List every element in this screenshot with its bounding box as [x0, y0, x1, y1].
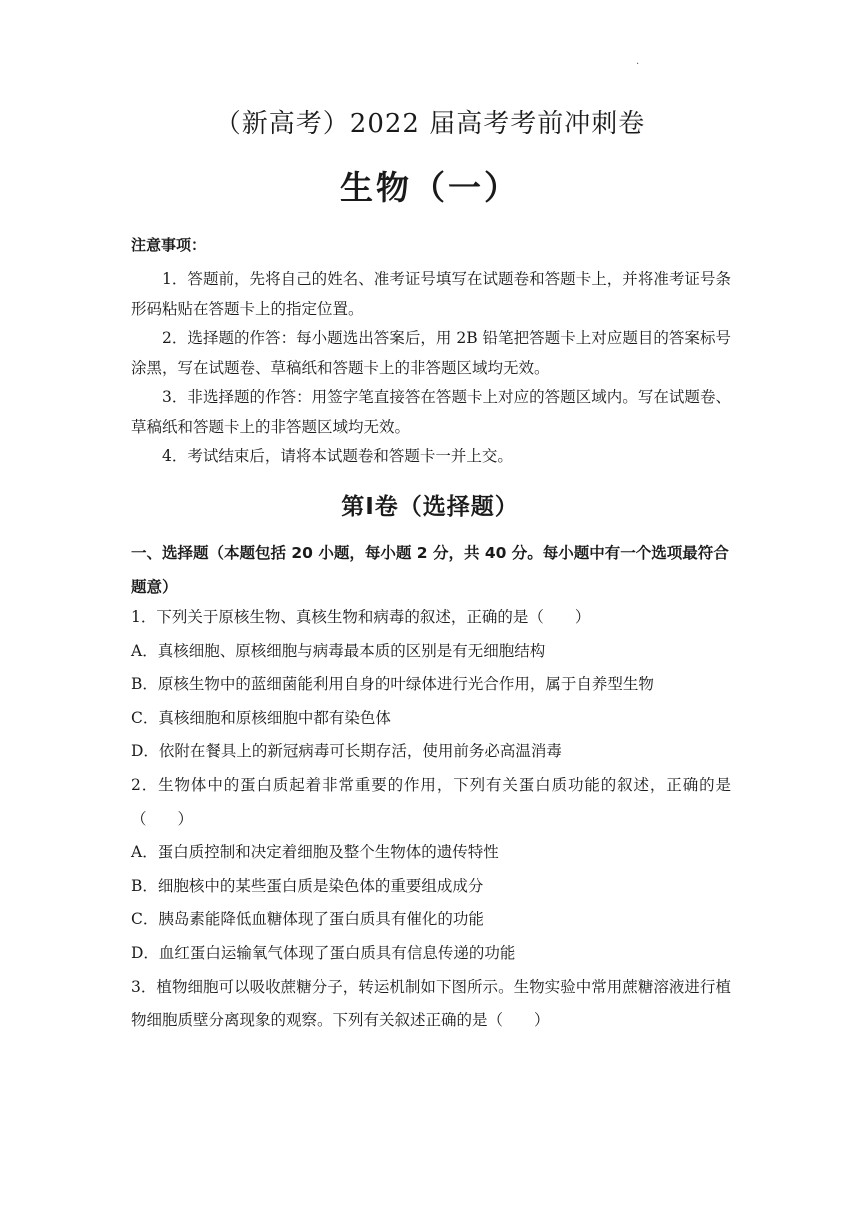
- question-option: A．蛋白质控制和决定着细胞及整个生物体的遗传特性: [131, 843, 499, 862]
- question-3: [131, 971, 731, 1038]
- section-heading: 一、选择题（本题包括 20 小题，每小题 2 分，共 40 分。每小题中有一个选项最符合题意）: [131, 544, 729, 596]
- question-option: D．血红蛋白运输氧气体现了蛋白质具有信息传递的功能: [131, 943, 516, 962]
- question-option: D．依附在餐具上的新冠病毒可长期存活，使用前务必高温消毒: [131, 742, 562, 761]
- notice-list: [131, 265, 731, 472]
- notice-heading: 注意事项：: [131, 236, 207, 254]
- exam-title: （新高考）2022 届高考考前冲刺卷: [214, 109, 646, 139]
- volume-title: 第Ⅰ卷（选择题）: [341, 494, 519, 520]
- question-stem: 1．下列关于原核生物、真核生物和病毒的叙述，正确的是（ ）: [131, 608, 591, 626]
- question-1: [131, 601, 731, 769]
- question-stem: 3．植物细胞可以吸收蔗糖分子，转运机制如下图所示。生物实验中常用蔗糖溶液进行植物细胞质壁分离现象的观察。下列有关叙述正确的是（ ）: [131, 977, 731, 1030]
- notice-item: 2．选择题的作答：每小题选出答案后，用 2B 铅笔把答题卡上对应题目的答案标号涂黑，写在试题卷、草稿纸和答题卡上的非答题区域均无效。: [131, 329, 731, 377]
- question-option: C．胰岛素能降低血糖体现了蛋白质具有催化的功能: [131, 910, 484, 929]
- question-option: C．真核细胞和原核细胞中都有染色体: [131, 708, 391, 727]
- question-option: B．原核生物中的蓝细菌能利用自身的叶绿体进行光合作用，属于自养型生物: [131, 675, 654, 694]
- notice-item: 1．答题前，先将自己的姓名、准考证号填写在试题卷和答题卡上，并将准考证号条形码粘贴在答题卡上的指定位置。: [131, 270, 731, 318]
- question-list: [131, 601, 731, 1038]
- notice-item: 3．非选择题的作答：用签字笔直接答在答题卡上对应的答题区域内。写在试题卷、草稿纸和答题卡上的非答题区域均无效。: [131, 388, 731, 436]
- corner-mark: .: [636, 56, 640, 67]
- question-option: B．细胞核中的某些蛋白质是染色体的重要组成成分: [131, 876, 484, 895]
- subject-title: 生物（一）: [340, 168, 520, 207]
- question-option: A．真核细胞、原核细胞与病毒最本质的区别是有无细胞结构: [131, 641, 546, 660]
- question-2: [131, 769, 731, 971]
- question-stem: 2．生物体中的蛋白质起着非常重要的作用，下列有关蛋白质功能的叙述，正确的是（ ）: [131, 775, 731, 828]
- notice-item: 4．考试结束后，请将本试题卷和答题卡一并上交。: [162, 447, 513, 465]
